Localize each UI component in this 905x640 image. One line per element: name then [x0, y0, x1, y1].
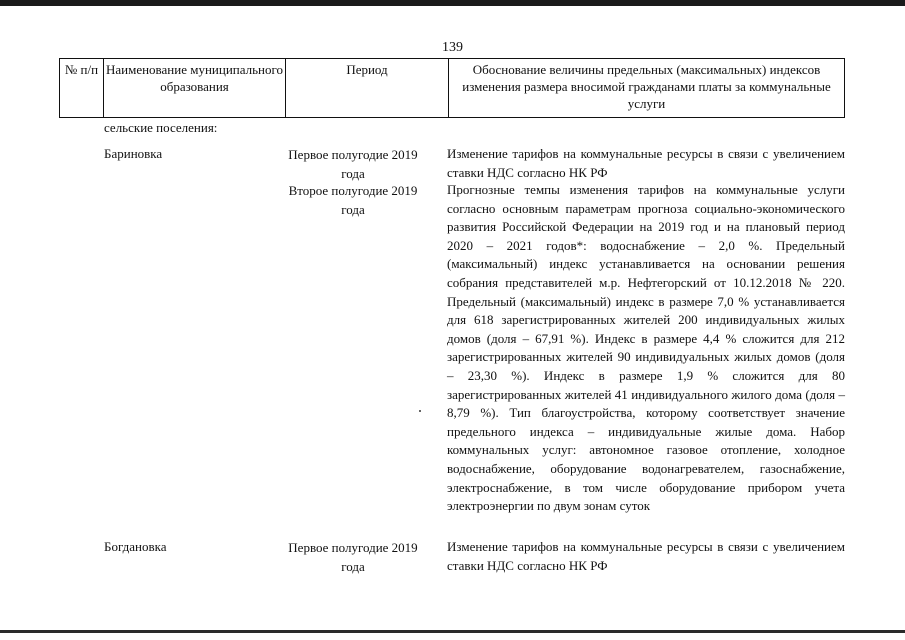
justification-cell: Изменение тарифов на коммунальные ресурсы в связи с увеличением ставки НДС согласно НК РФ: [447, 146, 845, 180]
table-header: [59, 58, 845, 118]
header-col-name: Наименование муниципального образования: [103, 59, 285, 117]
section-title: сельские поселения:: [104, 120, 218, 135]
top-border-bar: [0, 0, 905, 6]
header-col-number: № п/п: [64, 62, 99, 77]
municipality-name: Богдановка: [104, 539, 167, 554]
bottom-border-bar: [0, 630, 905, 633]
period-cell: Первое полугодие 2019 года: [288, 540, 418, 574]
scan-speck: [419, 410, 421, 412]
period-cell: Первое полугодие 2019 года: [288, 147, 418, 181]
municipality-name: Бариновка: [104, 146, 163, 161]
justification-cell: Изменение тарифов на коммунальные ресурсы в связи с увеличением ставки НДС согласно НК РФ: [447, 539, 845, 573]
justification-cell: Прогнозные темпы изменения тарифов на коммунальные услуги согласно основным параметрам прогноза социально-экономического развития Российской Федерации на 2019 год и на плановый период 2020 – 2021 годов*: водоснабжение – 2,0 %. Предельный (максимальный) индекс устанавливается на основании решения собрания представителей м.р. Нефтегорский от 10.12.2018 № 220. Предельный (максимальный) индекс в размере 7,0 % устанавливается для 618 зарегистрированных жителей 200 индивидуальных жилых домов (доля – 67,91 %). Индекс в размере 4,4 % сложится для 212 зарегистрированных жителей 90 индивидуальных жилых домов (доля – 23,30 %). Индекс в размере 1,9 % сложится для 80 зарегистрированных жителей 41 индивидуального жилого дома (доля – 8,79 %). Тип благоустройства, которому соответствует значение предельного индекса – индивидуальные жилые дома. Набор коммунальных услуг: автономное газовое отопление, холодное водоснабжение, оборудование водонагревателем, газоснабжение, электроснабжение, в том числе оборудование прибором учета электроэнергии по двум зонам суток: [447, 182, 845, 514]
period-cell: Второе полугодие 2019 года: [288, 183, 418, 217]
page-number: 139: [442, 40, 463, 55]
header-col-justification: Обоснование величины предельных (максимальных) индексов изменения размера вносимой гражданами платы за коммунальные услуги: [448, 59, 844, 117]
header-col-period: Период: [285, 59, 448, 117]
